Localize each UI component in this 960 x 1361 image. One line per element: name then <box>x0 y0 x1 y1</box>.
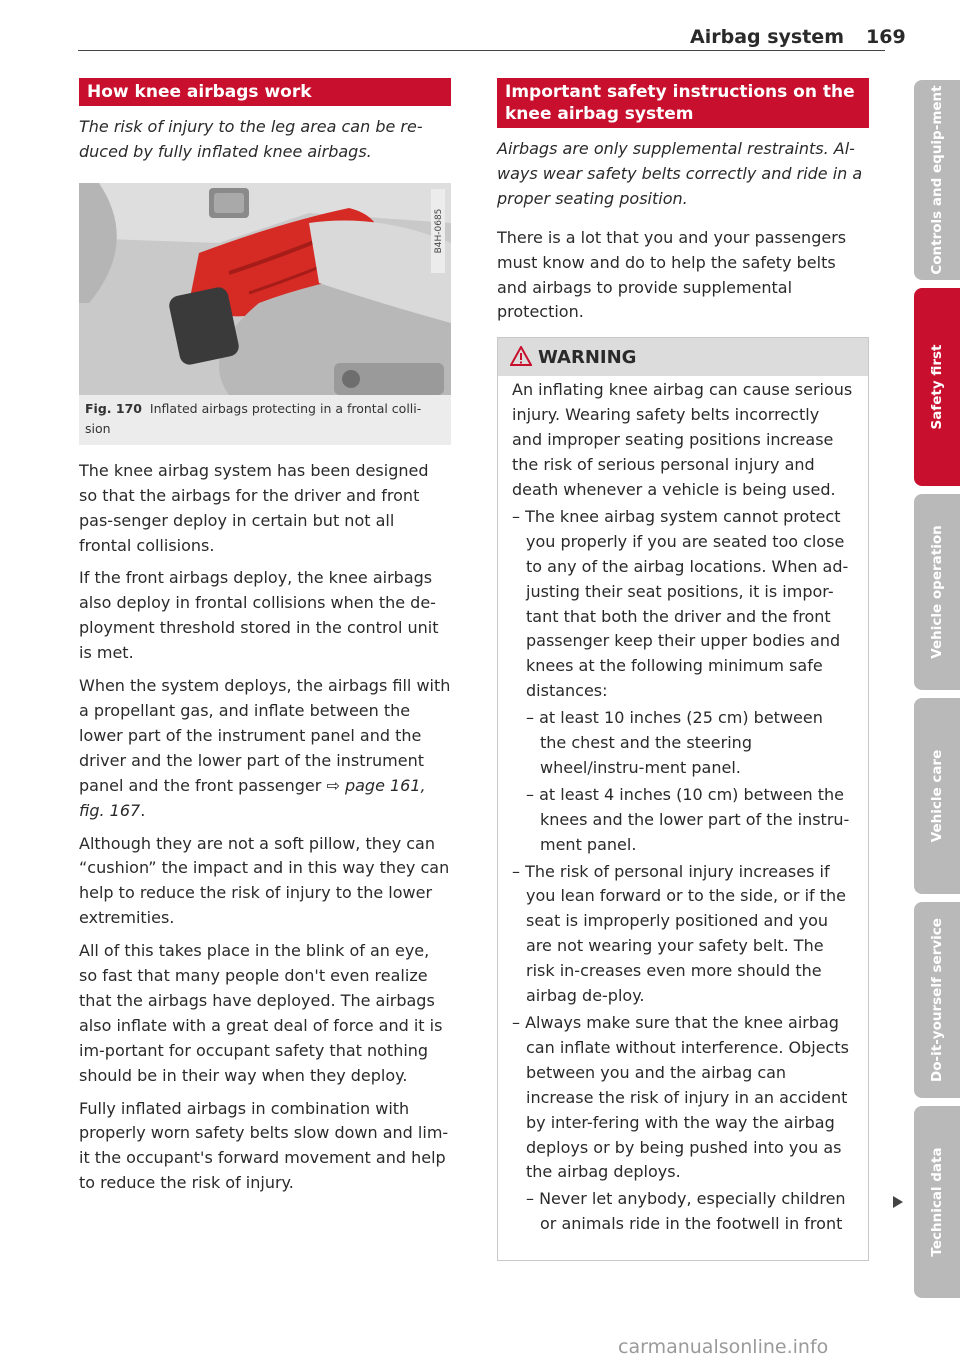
paragraph: If the front airbags deploy, the knee airbags also deploy in frontal collisions when the de-ployment threshold stored in the control unit is met. <box>79 568 439 663</box>
warning-bullet: – The knee airbag system cannot protect you properly if you are seated too close to any of the airbag locations. When ad-justing their seat positions, it is impor-tant that both the driver and the front passenger keep their upper bodies and knees at the following minimum safe distances: <box>512 506 849 701</box>
warning-box <box>497 337 869 1261</box>
tab-label: Technical data <box>929 1147 945 1257</box>
section-heading-safety-instructions: Important safety instructions on the knee airbag system <box>497 78 869 128</box>
figure-caption-text: Inflated airbags protecting in a frontal colli-sion <box>85 400 422 436</box>
tab-vehicle-operation[interactable] <box>914 494 960 690</box>
figure-170 <box>79 183 451 445</box>
warning-triangle-icon <box>510 346 532 366</box>
section-intro: The risk of injury to the leg area can be re-duced by fully inflated knee airbags. <box>79 117 423 161</box>
knee-airbag-illustration <box>79 183 451 395</box>
section-heading-knee-airbags: How knee airbags work <box>79 78 451 106</box>
paragraph: Fully inflated airbags in combination with properly worn safety belts slow down and lim-it the occupant's forward movement and help to reduce the risk of injury. <box>79 1098 449 1193</box>
paragraph-text: When the system deploys, the airbags fill with a propellant gas, and inflate between the lower part of the instrument panel and the driver and the lower part of the instrument panel and the front passenger <box>79 676 451 795</box>
tab-label: Safety first <box>929 344 945 430</box>
figure-label: Fig. 170 <box>85 400 142 416</box>
tab-controls-equipment[interactable] <box>914 80 960 280</box>
warning-bullet: – Always make sure that the knee airbag can inflate without interference. Objects between you and the airbag can increase the risk of injury in an accident by inter-fering with the way the airbag deploys or by being pushed into you as the airbag deploys. <box>512 1013 849 1182</box>
continue-arrow-icon <box>893 1196 903 1208</box>
warning-bullet: – The risk of personal injury increases if you lean forward or to the side, or if the seat is improperly positioned and you are not wearing your safety belt. The risk in-creases even more should the airbag de-ploy. <box>512 861 847 1006</box>
tab-label: Do-it-yourself service <box>929 918 945 1082</box>
paragraph: The knee airbag system has been designed so that the airbags for the driver and front pas-senger deploy in certain but not all frontal collisions. <box>79 460 429 555</box>
paragraph <box>79 674 451 823</box>
figure-caption <box>79 395 451 445</box>
left-column <box>79 78 451 1196</box>
figure-code: B4H-0685 <box>434 208 444 254</box>
header-rule <box>78 50 885 51</box>
paragraph: All of this takes place in the blink of an eye, so fast that many people don't even realize that the airbags have deployed. The airbags also inflate with a great deal of force and it is im-portant for occupant safety that nothing should be in their way when they deploy. <box>79 941 443 1085</box>
watermark: carmanualsonline.info <box>618 1336 829 1358</box>
tab-label: Vehicle care <box>929 749 945 843</box>
tab-label: Controls and equip-ment <box>929 85 945 275</box>
paragraph: Although they are not a soft pillow, they can “cushion” the impact and in this way they can help to reduce the risk of injury to the lower extremities. <box>79 833 450 928</box>
right-column <box>497 78 869 1261</box>
warning-body <box>498 376 868 1260</box>
page-number: 169 <box>866 26 906 48</box>
warning-sub-bullet: – at least 10 inches (25 cm) between the chest and the steering wheel/instru-ment panel. <box>526 708 823 777</box>
tab-vehicle-care[interactable] <box>914 698 960 894</box>
warning-sub-bullet: – at least 4 inches (10 cm) between the knees and the lower part of the instru-ment panel. <box>526 784 850 854</box>
tab-safety-first[interactable] <box>914 288 960 486</box>
paragraph-end: . <box>140 800 146 820</box>
paragraph: There is a lot that you and your passengers must know and do to help the safety belts and airbags to provide supplemental protection. <box>497 227 847 322</box>
running-header-title: Airbag system <box>690 26 844 48</box>
tab-label: Vehicle operation <box>929 525 945 659</box>
warning-title: WARNING <box>538 347 637 369</box>
tab-do-it-yourself[interactable] <box>914 902 960 1098</box>
section-intro: Airbags are only supplemental restraints. Al-ways wear safety belts correctly and ride in a proper seating position. <box>497 139 863 208</box>
tab-technical-data[interactable] <box>914 1106 960 1298</box>
page-reference-link[interactable]: ⇨ page 161, fig. 167 <box>79 775 426 820</box>
warning-header <box>498 338 868 376</box>
warning-sub-bullet: – Never let anybody, especially children or animals ride in the footwell in front <box>526 1189 846 1234</box>
warning-text: An inflating knee airbag can cause serious injury. Wearing safety belts incorrectly and improper seating positions increase the risk of serious personal injury and death whenever a vehicle is being used. <box>512 380 853 499</box>
